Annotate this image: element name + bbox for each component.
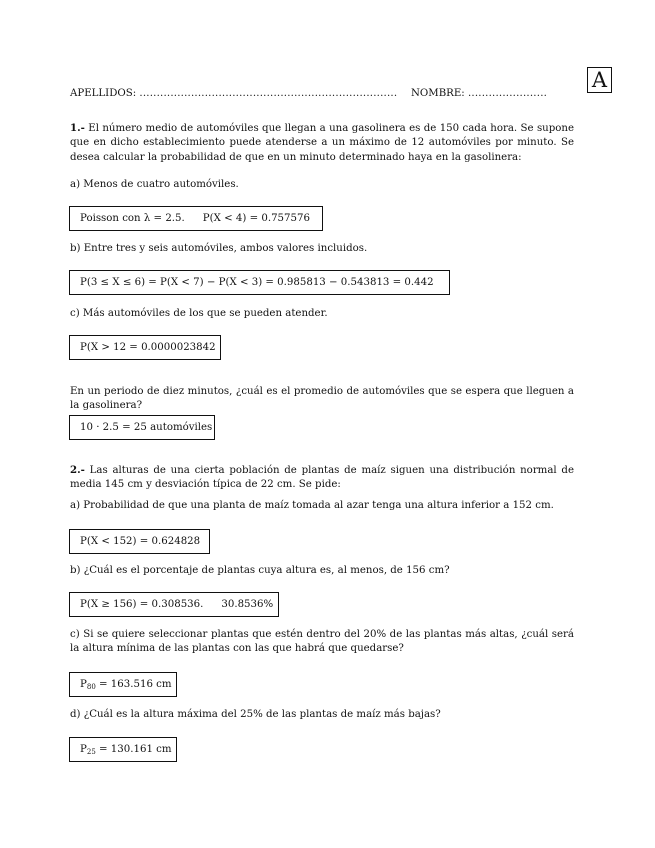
answer-box-2a bbox=[69, 529, 210, 554]
name-field[interactable]: ....................... bbox=[467, 88, 548, 99]
problem-2b-question: b) ¿Cuál es el porcentaje de plantas cuya altura es, al menos, de 156 cm? bbox=[70, 565, 450, 576]
answer-2d-subscript: 25 bbox=[86, 748, 96, 756]
problem-1d-question: En un periodo de diez minutos, ¿cuál es el promedio de automóviles que se espera que lleguen a la gasolinera? bbox=[70, 386, 574, 412]
answer-2b-percent: 30.8536% bbox=[221, 599, 274, 610]
answer-2c-value: = 163.516 cm bbox=[95, 679, 172, 690]
answer-box-1d bbox=[69, 415, 215, 440]
answer-1a-value: P(X < 4) = 0.757576 bbox=[202, 213, 310, 224]
surname-field[interactable]: ........................................................................... bbox=[139, 88, 398, 99]
name-label: NOMBRE: bbox=[411, 88, 465, 99]
answer-box-2d bbox=[69, 737, 177, 762]
problem-1a-question: a) Menos de cuatro automóviles. bbox=[70, 179, 239, 190]
problem-1-statement bbox=[70, 121, 574, 165]
problem-2c-question: c) Si se quiere seleccionar plantas que estén dentro del 20% de las plantas más altas, ¿cuál será la altura mínima de las plantas con las que habrá que quedarse? bbox=[70, 629, 574, 655]
answer-2c-symbol: P bbox=[80, 679, 87, 690]
answer-box-1c bbox=[69, 335, 221, 360]
problem-1b-question: b) Entre tres y seis automóviles, ambos valores incluidos. bbox=[70, 243, 368, 254]
name-header bbox=[411, 87, 547, 101]
problem-2d-question: d) ¿Cuál es la altura máxima del 25% de las plantas de maíz más bajas? bbox=[70, 709, 441, 720]
answer-2d-value: = 130.161 cm bbox=[95, 744, 172, 755]
problem-2-statement bbox=[70, 463, 574, 493]
answer-1b-value: P(3 ≤ X ≤ 6) = P(X < 7) − P(X < 3) = 0.985813 − 0.543813 = 0.442 bbox=[80, 277, 434, 288]
problem-1-number: 1.- bbox=[70, 122, 85, 134]
answer-box-2b bbox=[69, 592, 279, 617]
problem-2-text: Las alturas de una cierta población de plantas de maíz siguen una distribución normal de media 145 cm y desviación típica de 22 cm. Se pide: bbox=[70, 465, 574, 491]
answer-box-1a bbox=[69, 206, 323, 231]
answer-2c-subscript: 80 bbox=[86, 683, 96, 691]
answer-2d-symbol: P bbox=[80, 744, 87, 755]
problem-1c-question: c) Más automóviles de los que se pueden atender. bbox=[70, 308, 328, 319]
answer-2a-value: P(X < 152) = 0.624828 bbox=[80, 536, 201, 547]
student-header bbox=[70, 87, 397, 101]
problem-2-number: 2.- bbox=[70, 464, 85, 476]
answer-1c-value: P(X > 12 = 0.0000023842 bbox=[80, 342, 216, 353]
answer-1d-value: 10 · 2.5 = 25 automóviles bbox=[80, 422, 213, 433]
answer-2b-value: P(X ≥ 156) = 0.308536. bbox=[80, 599, 204, 610]
exam-version-box: A bbox=[587, 67, 612, 93]
surname-label: APELLIDOS: bbox=[70, 88, 137, 99]
answer-box-2c bbox=[69, 672, 177, 697]
answer-box-1b bbox=[69, 270, 450, 295]
problem-2a-question: a) Probabilidad de que una planta de maíz tomada al azar tenga una altura inferior a 152 cm. bbox=[70, 500, 554, 511]
answer-1a-model: Poisson con λ = 2.5. bbox=[80, 213, 185, 224]
problem-1-text: El número medio de automóviles que llegan a una gasolinera es de 150 cada hora. Se supone que en dicho establecimiento puede atenderse a un máximo de 12 automóviles por minuto. Se desea calcular la probabilidad de que en un minuto determinado haya en la gasolinera: bbox=[70, 123, 574, 163]
